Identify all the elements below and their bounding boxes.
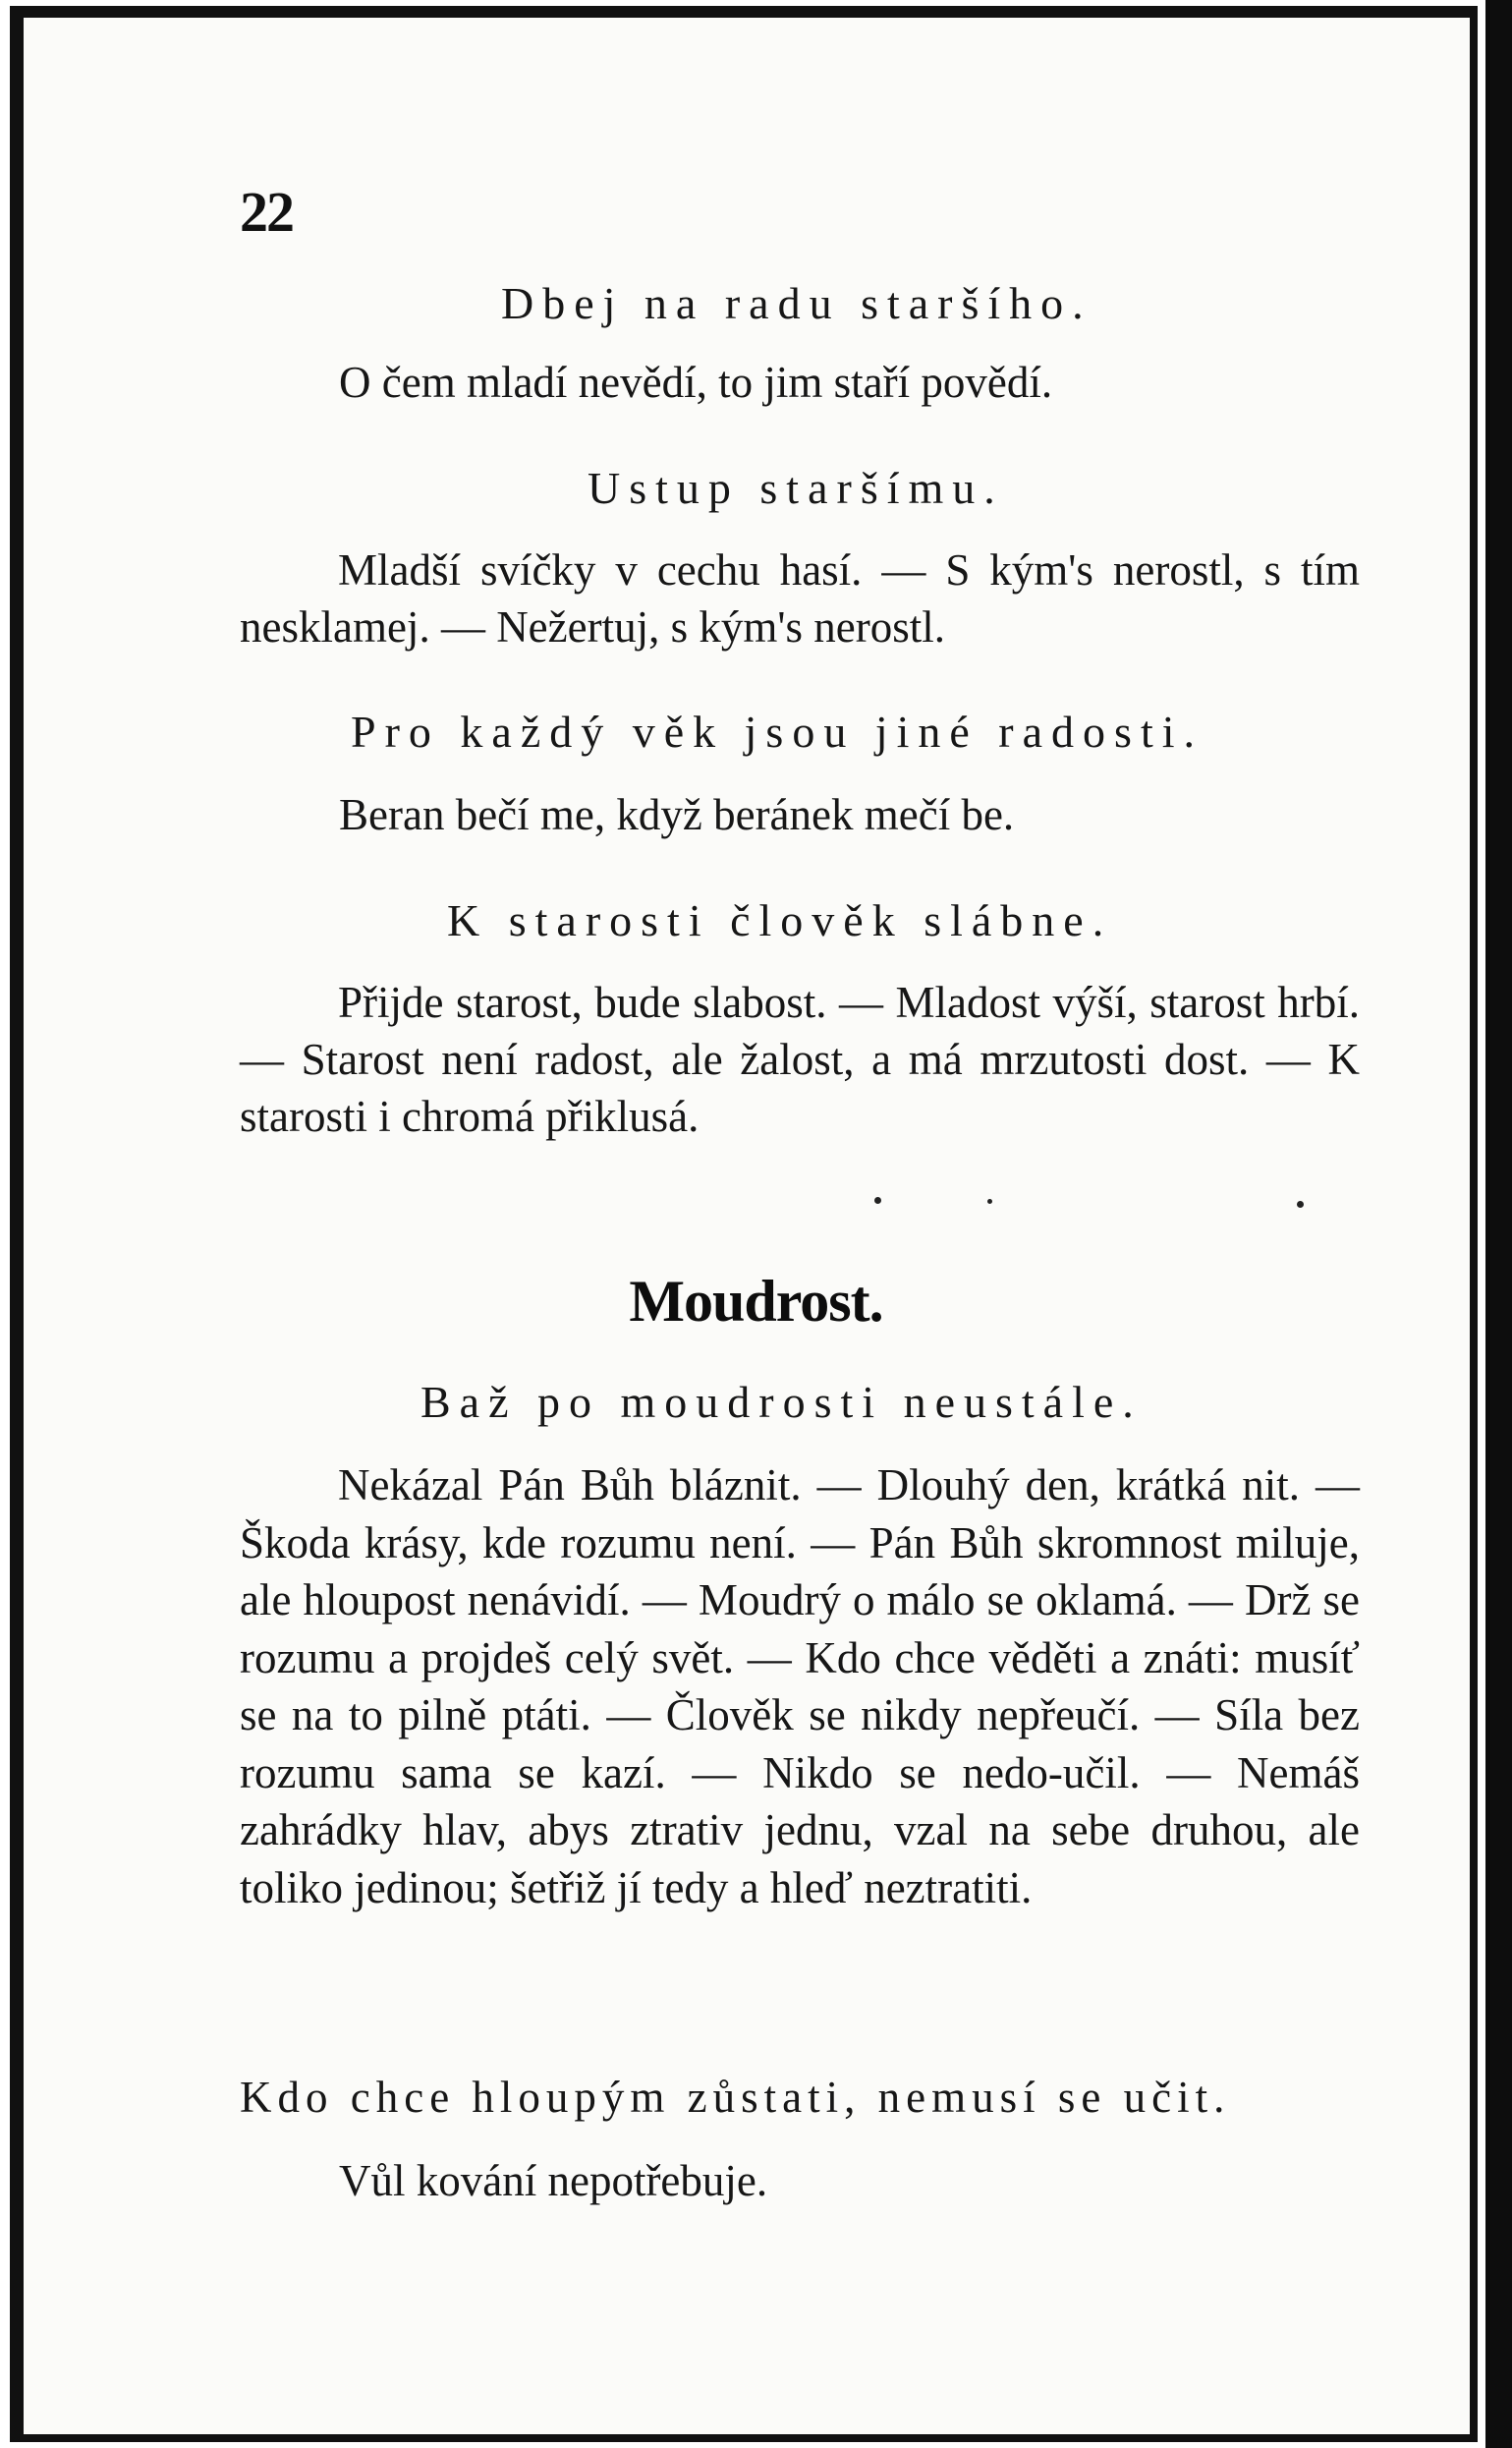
- proverb-heading: Ustup staršímu.: [588, 463, 1004, 513]
- proverb-heading: Kdo chce hloupým zůstati, nemusí se učit.: [240, 2073, 1231, 2122]
- proverb-text: Vůl kování nepotřebuje.: [339, 2156, 768, 2205]
- proverb-text: Beran bečí me, když beránek mečí be.: [339, 790, 1015, 839]
- page-number: 22: [240, 180, 293, 244]
- proverb-text: Nekázal Pán Bůh bláznit. — Dlouhý den, krátká nit. — Škoda krásy, kde rozumu není. — Pán Bůh skromnost miluje, ale hloupost nenávidí. — Moudrý o málo se oklamá. — Drž se rozumu a projdeš celý svět. — Kdo chce věděti a znáti: musíť se na to pilně ptáti. — Člověk se nikdy nepřeučí. — Síla bez rozumu sama se kazí. — Nikdo se nedo-učil. — Nemáš zahrádky hlav, abys ztrativ jednu, vzal na sebe druhou, ale toliko jedinou; šetřiž jí tedy a hleď neztratiti.: [240, 1460, 1360, 1912]
- speck: [1297, 1201, 1304, 1208]
- speck: [874, 1197, 881, 1204]
- proverb-text: O čem mladí nevědí, to jim staří povědí.: [339, 358, 1053, 407]
- proverb-heading: Pro každý věk jsou jiné radosti.: [351, 707, 1204, 757]
- proverb-heading: K starosti člověk slábne.: [447, 895, 1113, 945]
- speck: [987, 1199, 992, 1204]
- proverb-text: Mladší svíčky v cechu hasí. — S kým's nerostl, s tím nesklamej. — Nežertuj, s kým's nerostl.: [240, 545, 1360, 652]
- printing-specks: [874, 1191, 1326, 1211]
- chapter-title: Moudrost.: [629, 1269, 883, 1334]
- page-edge-shadow: [1485, 0, 1512, 2448]
- proverb-heading: Dbej na radu staršího.: [501, 278, 1092, 328]
- proverb-text: Přijde starost, bude slabost. — Mladost výší, starost hrbí. — Starost není radost, ale žalost, a má mrzutosti dost. — K starosti i chromá přiklusá.: [240, 978, 1360, 1141]
- proverb-heading: Baž po moudrosti neustále.: [420, 1377, 1143, 1427]
